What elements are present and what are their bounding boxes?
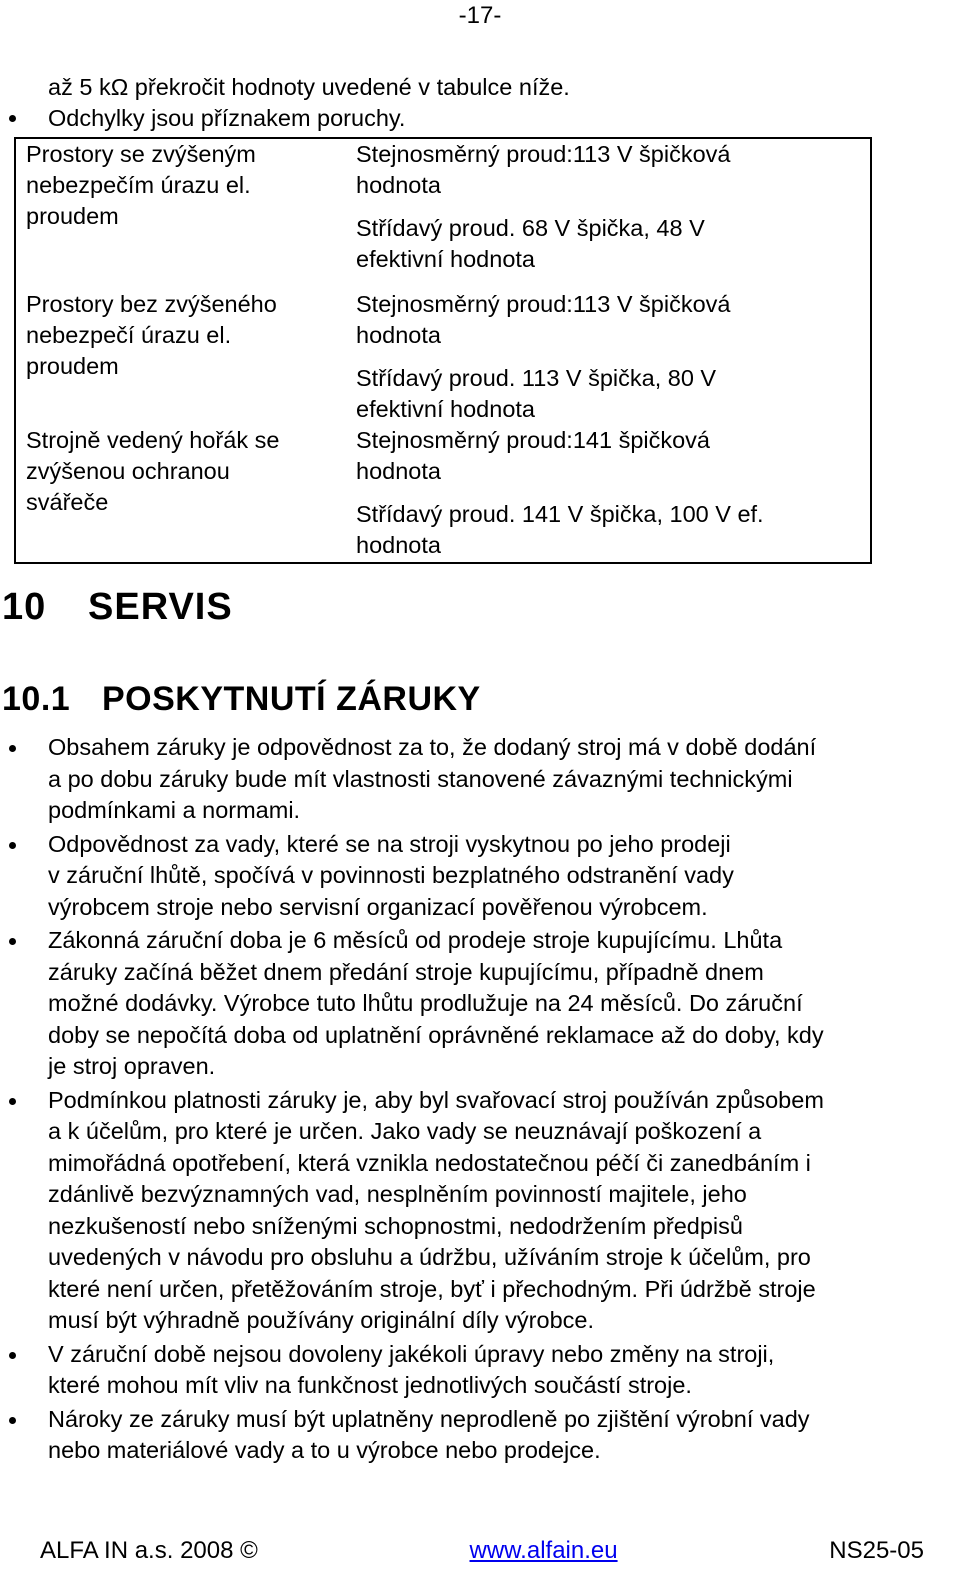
- voltage-limits-table: [14, 137, 872, 564]
- area-line: svářeče: [26, 489, 109, 515]
- table-row: [15, 138, 871, 289]
- limit-line: Stejnosměrný proud:113 V špičková: [356, 291, 731, 317]
- table-row: [15, 425, 871, 563]
- area-line: proudem: [26, 353, 119, 379]
- subsection-number: 10.1: [2, 680, 71, 718]
- list-item: [48, 829, 960, 924]
- limit-line: hodnota: [356, 458, 441, 484]
- limit-line: efektivní hodnota: [356, 246, 535, 272]
- list-line: je stroj opraven.: [48, 1053, 216, 1079]
- subsection-title: POSKYTNUTÍ ZÁRUKY: [102, 680, 481, 718]
- area-line: Strojně vedený hořák se: [26, 427, 280, 453]
- area-line: proudem: [26, 203, 119, 229]
- area-cell: [15, 138, 344, 289]
- area-cell: [15, 289, 344, 425]
- list-line: nezkušeností nebo sníženými schopnostmi, nedodržením předpisů: [48, 1212, 743, 1239]
- list-line: uvedených v návodu pro obsluhu a údržbu, užíváním stroje k účelům, pro: [48, 1244, 811, 1270]
- section-heading: [2, 586, 233, 629]
- limit-line: efektivní hodnota: [356, 396, 535, 422]
- footer-doc-code: NS25-05: [829, 1537, 924, 1564]
- list-line: nebo materiálové vady a to u výrobce nebo prodejce.: [48, 1437, 601, 1463]
- list-line: doby se nepočítá doba od uplatnění oprávněné reklamace až do doby, kdy: [48, 1021, 824, 1048]
- list-item: [48, 1404, 960, 1467]
- list-line: Zákonná záruční doba je 6 měsíců od prodeje stroje kupujícímu. Lhůta: [48, 927, 783, 953]
- list-line: a k účelům, pro které je určen. Jako vady se neuznávají poškození a: [48, 1118, 762, 1144]
- list-item: [48, 732, 960, 827]
- page-footer: [40, 1537, 924, 1565]
- intro-bullet-item: [48, 103, 570, 134]
- list-line: v záruční lhůtě, spočívá v povinnosti bezplatného odstranění vady: [48, 862, 734, 888]
- area-line: nebezpečí úrazu el.: [26, 322, 232, 348]
- limit-line: Střídavý proud. 68 V špička, 48 V: [356, 215, 705, 241]
- bullet-icon: [9, 938, 16, 945]
- section-number: 10: [2, 586, 47, 628]
- bullet-icon: [9, 745, 16, 752]
- list-line: Nároky ze záruky musí být uplatněny neprodleně po zjištění výrobní vady: [48, 1405, 810, 1432]
- list-line: musí být výhradně používány originální díly výrobce.: [48, 1307, 594, 1333]
- section-title: SERVIS: [88, 586, 233, 628]
- limit-line: Střídavý proud. 113 V špička, 80 V: [356, 365, 717, 391]
- area-line: Prostory bez zvýšeného: [26, 291, 277, 317]
- footer-company: ALFA IN a.s. 2008 ©: [40, 1537, 258, 1564]
- area-line: nebezpečím úrazu el.: [26, 172, 251, 198]
- list-line: možné dodávky. Výrobce tuto lhůtu prodlužuje na 24 měsíců. Do záruční: [48, 990, 803, 1016]
- bullet-icon: [9, 1352, 16, 1359]
- area-line: Prostory se zvýšeným: [26, 141, 256, 167]
- intro-text: [48, 72, 570, 134]
- area-cell: [15, 425, 344, 563]
- table-row: [15, 289, 871, 425]
- limit-line: Stejnosměrný proud:113 V špičková: [356, 141, 731, 167]
- warranty-list: [48, 732, 960, 1469]
- list-line: Odpovědnost za vady, které se na stroji vyskytnou po jeho prodeji: [48, 830, 731, 857]
- bullet-icon: [9, 842, 16, 849]
- intro-bullet-text: Odchylky jsou příznakem poruchy.: [48, 105, 406, 131]
- subsection-heading: [2, 680, 481, 719]
- bullet-icon: [9, 115, 16, 122]
- limit-line: hodnota: [356, 322, 441, 348]
- page-number: -17-: [458, 2, 502, 29]
- intro-line: až 5 kΩ překročit hodnoty uvedené v tabulce níže.: [48, 74, 570, 100]
- list-item: [48, 1339, 960, 1402]
- website-link[interactable]: www.alfain.eu: [469, 1537, 618, 1564]
- list-line: výrobcem stroje nebo servisní organizací pověřenou výrobcem.: [48, 893, 708, 920]
- limit-line: hodnota: [356, 532, 441, 558]
- list-line: a po dobu záruky bude mít vlastnosti stanovené závaznými technickými: [48, 765, 793, 792]
- list-line: které mohou mít vliv na funkčnost jednotlivých součástí stroje.: [48, 1372, 692, 1398]
- limit-cell: [344, 289, 871, 425]
- bullet-icon: [9, 1098, 16, 1105]
- limit-cell: [344, 425, 871, 563]
- list-line: mimořádná opotřebení, která vznikla nedostatečnou péčí či zanedbáním i: [48, 1149, 811, 1176]
- list-line: V záruční době nejsou dovoleny jakékoli úpravy nebo změny na stroji,: [48, 1340, 775, 1367]
- list-line: záruky začíná běžet dnem předání stroje kupujícímu, případně dnem: [48, 958, 764, 985]
- bullet-icon: [9, 1417, 16, 1424]
- area-line: zvýšenou ochranou: [26, 458, 230, 484]
- limit-line: Stejnosměrný proud:141 špičková: [356, 427, 711, 453]
- list-line: podmínkami a normami.: [48, 797, 301, 823]
- limit-line: Střídavý proud. 141 V špička, 100 V ef.: [356, 501, 764, 527]
- limit-cell: [344, 138, 871, 289]
- list-line: které není určen, přetěžováním stroje, byť i přechodným. Při údržbě stroje: [48, 1275, 816, 1302]
- list-line: Obsahem záruky je odpovědnost za to, že dodaný stroj má v době dodání: [48, 734, 817, 760]
- list-item: [48, 1085, 960, 1337]
- list-item: [48, 925, 960, 1083]
- limit-line: hodnota: [356, 172, 441, 198]
- list-line: zdánlivě bezvýznamných vad, nesplněním povinností majitele, jeho: [48, 1181, 747, 1207]
- list-line: Podmínkou platnosti záruky je, aby byl svařovací stroj používán způsobem: [48, 1086, 824, 1113]
